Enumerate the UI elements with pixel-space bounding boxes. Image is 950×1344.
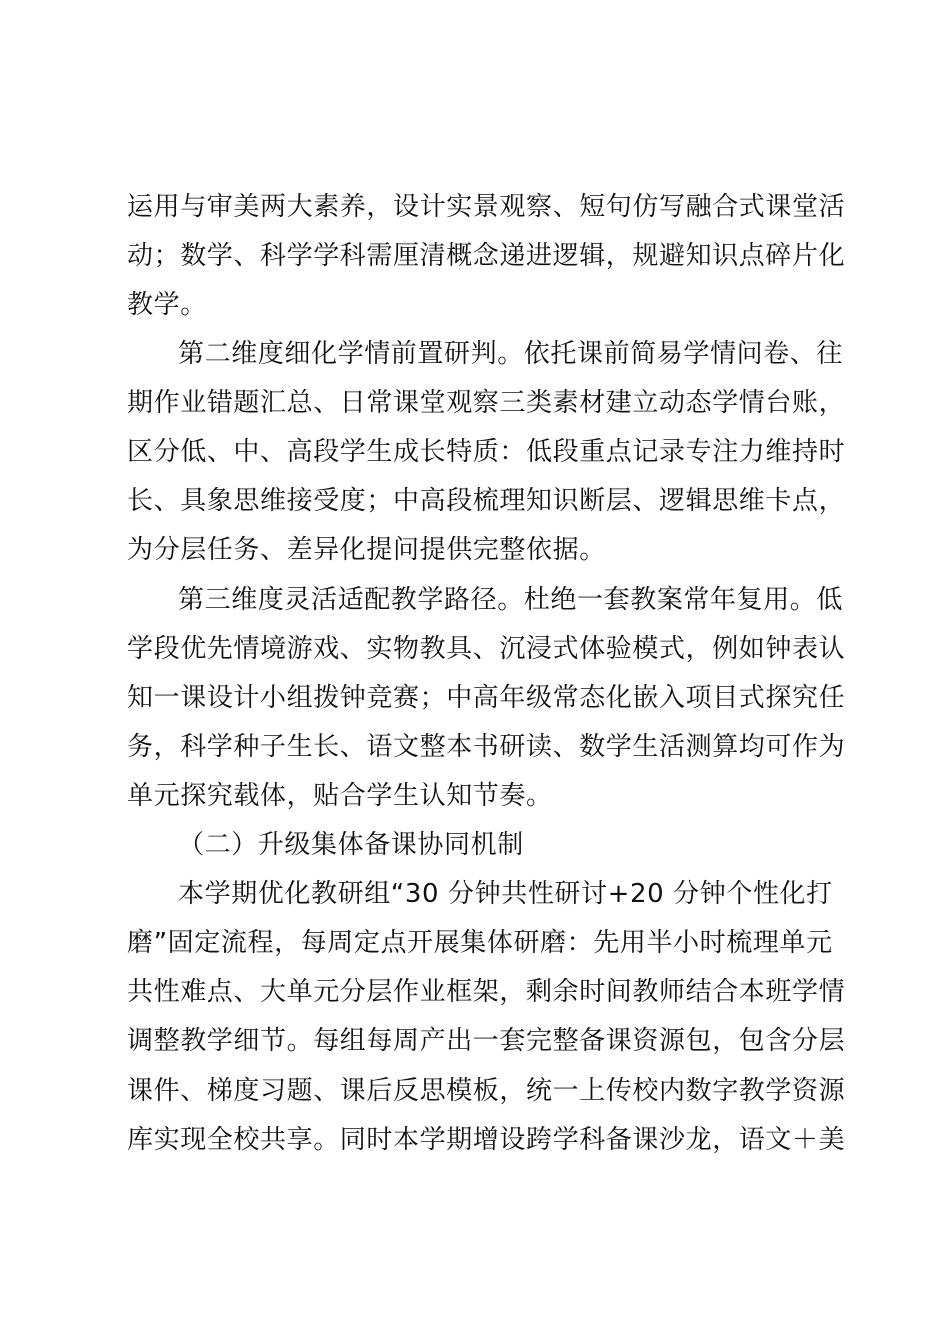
paragraph-line: 单元探究载体，贴合学生认知节奏。 — [127, 781, 553, 811]
paragraph-line: 课件、梯度习题、课后反思模板，统一上传校内数字教学资源 — [127, 1076, 846, 1106]
paragraph-line: 第三维度灵活适配教学路径。杜绝一套教案常年复用。低 — [178, 585, 844, 615]
paragraph-line: 知一课设计小组拨钟竞赛；中高年级常态化嵌入项目式探究任 — [127, 683, 846, 713]
section-heading: （二）升级集体备课协同机制 — [178, 830, 524, 860]
paragraph-line: 磨”固定流程，每周定点开展集体研磨：先用半小时梳理单元 — [127, 928, 833, 958]
paragraph-line: 学段优先情境游戏、实物教具、沉浸式体验模式，例如钟表认 — [127, 634, 846, 664]
paragraph-line: 教学。 — [127, 290, 207, 320]
paragraph-line: 本学期优化教研组“30 分钟共性研讨+20 分钟个性化打 — [178, 879, 833, 909]
paragraph-line: 为分层任务、差异化提问提供完整依据。 — [127, 535, 606, 565]
paragraph-line: 长、具象思维接受度；中高段梳理知识断层、逻辑思维卡点， — [127, 486, 846, 516]
paragraph-line: 调整教学细节。每组每周产出一套完整备课资源包，包含分层 — [127, 1026, 846, 1056]
paragraph-line: 运用与审美两大素养，设计实景观察、短句仿写融合式课堂活 — [127, 192, 846, 222]
paragraph-line: 区分低、中、高段学生成长特质：低段重点记录专注力维持时 — [127, 437, 846, 467]
paragraph-line: 库实现全校共享。同时本学期增设跨学科备课沙龙，语文＋美 — [127, 1125, 846, 1155]
paragraph-line: 第二维度细化学情前置研判。依托课前简易学情问卷、往 — [178, 339, 844, 369]
paragraph-line: 务，科学种子生长、语文整本书研读、数学生活测算均可作为 — [127, 732, 846, 762]
paragraph-line: 动；数学、科学学科需厘清概念递进逻辑，规避知识点碎片化 — [127, 241, 846, 271]
paragraph-line: 期作业错题汇总、日常课堂观察三类素材建立动态学情台账， — [127, 388, 846, 418]
paragraph-line: 共性难点、大单元分层作业框架，剩余时间教师结合本班学情 — [127, 977, 846, 1007]
